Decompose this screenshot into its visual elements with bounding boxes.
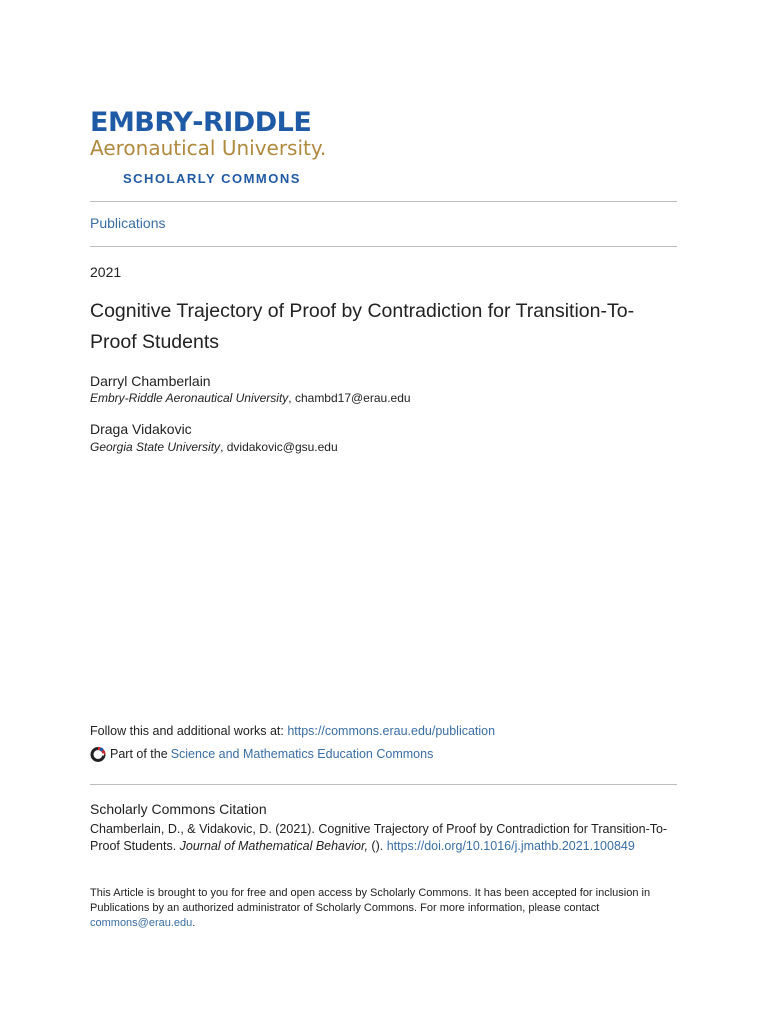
footer-end: . (192, 917, 196, 929)
author-name: Draga Vidakovic (90, 421, 192, 437)
citation-body: Chamberlain, D., & Vidakovic, D. (2021). Cognitive Trajectory of Proof by Contradiction for Transition-To-Proof Students. (90, 822, 668, 853)
author-email: , chambd17@erau.edu (288, 391, 411, 405)
citation-journal: Journal of Mathematical Behavior, (179, 839, 372, 853)
divider (90, 246, 677, 247)
author-email: , dvidakovic@gsu.edu (220, 440, 338, 454)
divider (90, 201, 677, 202)
footer-text: This Article is brought to you for free and open access by Scholarly Commons. It has been accepted for inclusion in Publications by an authorized administrator of Scholarly Commons. For more information, please contact (90, 887, 651, 914)
logo-subtitle: Aeronautical University. (90, 136, 327, 160)
commons-discipline-link[interactable]: Science and Mathematics Education Commons (170, 747, 434, 761)
author-institution: Georgia State University (90, 440, 221, 454)
paper-title: Cognitive Trajectory of Proof by Contradiction for Transition-To-Proof Students (90, 300, 635, 353)
publications-link[interactable]: Publications (90, 215, 166, 231)
follow-link[interactable]: https://commons.erau.edu/publication (287, 724, 496, 738)
author-affiliation (90, 391, 411, 405)
bepress-logo-icon (90, 746, 106, 762)
logo-wordmark: EMBRY‑RIDDLE (90, 107, 312, 138)
part-of-line (90, 746, 433, 762)
citation-after: (). (371, 839, 387, 853)
logo-scholarly-commons: SCHOLARLY COMMONS (123, 171, 301, 186)
follow-line (90, 724, 495, 738)
doi-link[interactable]: https://doi.org/10.1016/j.jmathb.2021.100849 (386, 839, 635, 853)
author-affiliation (90, 440, 338, 454)
divider (90, 784, 677, 785)
part-of-text: Part of the (110, 747, 168, 761)
author-institution: Embry-Riddle Aeronautical University (90, 391, 289, 405)
university-logo (90, 108, 390, 186)
footer-notice (90, 886, 680, 931)
contact-email-link[interactable]: commons@erau.edu (90, 917, 193, 929)
author-name: Darryl Chamberlain (90, 373, 211, 389)
follow-text: Follow this and additional works at: (90, 724, 288, 738)
citation-heading: Scholarly Commons Citation (90, 801, 267, 817)
citation-text (90, 821, 680, 855)
publication-year: 2021 (90, 264, 122, 280)
